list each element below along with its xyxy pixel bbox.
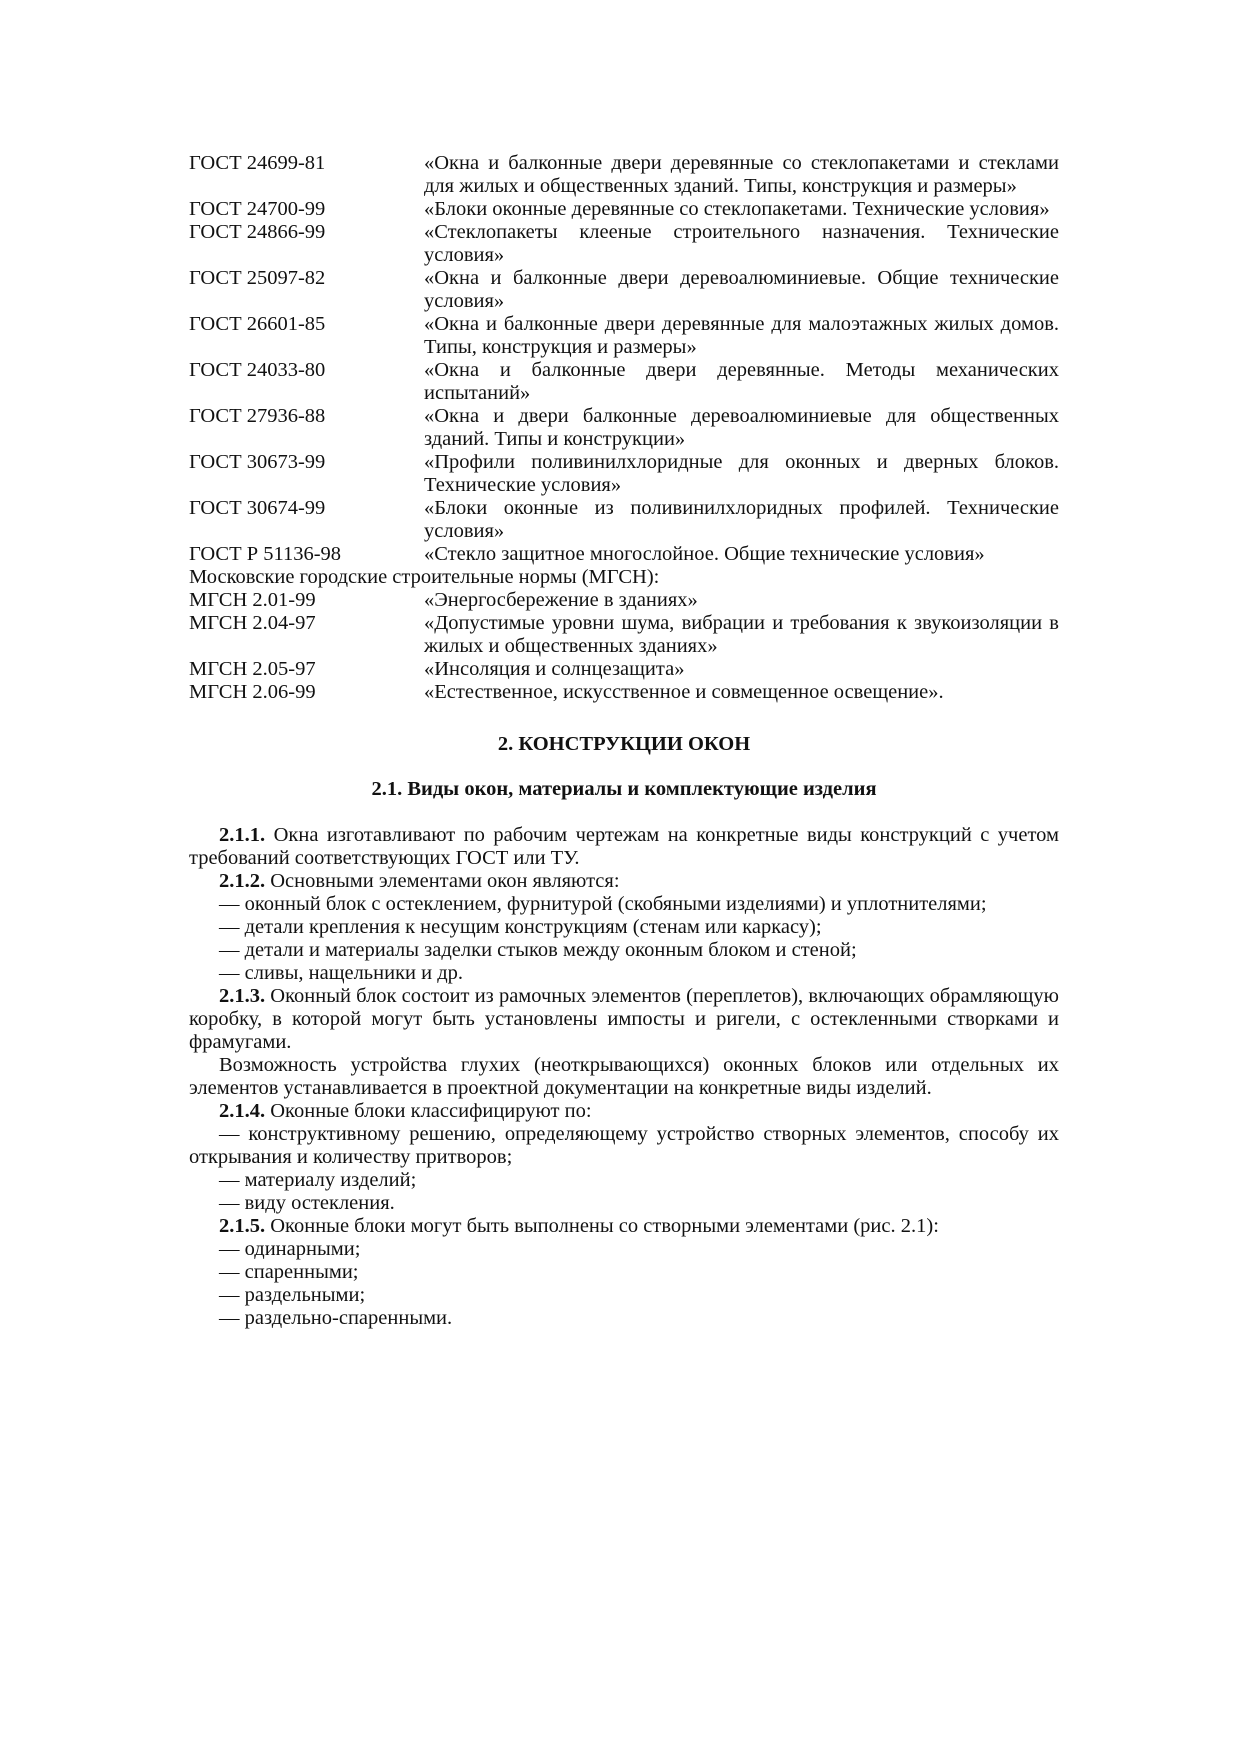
paragraph-text: — спаренными;: [219, 1261, 359, 1283]
paragraph: [189, 1215, 1059, 1238]
paragraph: [189, 1284, 1059, 1307]
section-heading: 2. КОНСТРУКЦИИ ОКОН: [497, 733, 751, 755]
paragraph-text: Основными элементами окон являются:: [265, 870, 620, 892]
paragraph: [189, 962, 1059, 985]
reference-row: [189, 405, 1059, 451]
reference-title: «Окна и балконные двери деревянные для малоэтажных жилых домов. Типы, конструкция и размеры»: [424, 313, 1059, 358]
reference-row: [189, 198, 1059, 221]
paragraph-text: — сливы, нащельники и др.: [219, 962, 464, 984]
reference-row: [189, 359, 1059, 405]
reference-title: «Окна и балконные двери деревянные со стеклопакетами и стеклами для жилых и общественных зданий. Типы, конструкция и размеры»: [424, 152, 1059, 197]
reference-title: «Профили поливинилхлоридные для оконных и дверных блоков. Технические условия»: [424, 451, 1059, 496]
reference-title: «Естественное, искусственное и совмещенное освещение».: [424, 681, 944, 703]
reference-code: ГОСТ 27936-88: [189, 405, 326, 427]
paragraph: [189, 916, 1059, 939]
reference-row: [189, 681, 1059, 704]
reference-code: МГСН 2.05-97: [189, 658, 316, 680]
reference-title: «Стекло защитное многослойное. Общие технические условия»: [424, 543, 985, 565]
paragraph: [189, 1238, 1059, 1261]
reference-code: МГСН 2.01-99: [189, 589, 316, 611]
paragraph-text: Окна изготавливают по рабочим чертежам на конкретные виды конструкций с учетом требований соответствующих ГОСТ или ТУ.: [189, 824, 1059, 869]
paragraph: [189, 870, 1059, 893]
paragraph-text: — оконный блок с остеклением, фурнитурой (скобяными изделиями) и уплотнителями;: [219, 893, 987, 915]
reference-row: [189, 497, 1059, 543]
clause-number: 2.1.1.: [219, 824, 266, 846]
reference-title: «Стеклопакеты клееные строительного назначения. Технические условия»: [424, 221, 1059, 266]
clause-number: 2.1.5.: [219, 1215, 266, 1237]
paragraph: [189, 1100, 1059, 1123]
paragraph-text: — одинарными;: [219, 1238, 361, 1260]
reference-code: ГОСТ 30673-99: [189, 451, 326, 473]
reference-code: ГОСТ 24699-81: [189, 152, 326, 174]
paragraph: [189, 824, 1059, 870]
reference-title: «Энергосбережение в зданиях»: [424, 589, 698, 611]
body-text: [189, 824, 1059, 1330]
paragraph: [189, 985, 1059, 1054]
paragraph-text: Оконные блоки могут быть выполнены со створными элементами (рис. 2.1):: [265, 1215, 939, 1237]
paragraph-text: — детали крепления к несущим конструкциям (стенам или каркасу);: [219, 916, 822, 938]
reference-row: [189, 589, 1059, 612]
paragraph-text: — детали и материалы заделки стыков между оконным блоком и стеной;: [219, 939, 857, 961]
reference-title: «Окна и двери балконные деревоалюминиевые для общественных зданий. Типы и конструкции»: [424, 405, 1059, 450]
paragraph: [189, 1261, 1059, 1284]
reference-row: [189, 267, 1059, 313]
moscow-norms-label: Московские городские строительные нормы (МГСН):: [189, 566, 660, 588]
paragraph-text: — раздельно-спаренными.: [219, 1307, 453, 1329]
section-heading-block: [189, 733, 1059, 756]
paragraph: [189, 1123, 1059, 1169]
reference-title: «Окна и балконные двери деревянные. Методы механических испытаний»: [424, 359, 1059, 404]
paragraph-text: — раздельными;: [219, 1284, 366, 1306]
subsection-heading-block: [189, 778, 1059, 801]
reference-title: «Допустимые уровни шума, вибрации и требования к звукоизоляции в жилых и общественных зданиях»: [424, 612, 1059, 657]
reference-title: «Инсоляция и солнцезащита»: [424, 658, 685, 680]
paragraph: [189, 893, 1059, 916]
paragraph-text: — материалу изделий;: [219, 1169, 417, 1191]
paragraph: [189, 1307, 1059, 1330]
reference-code: ГОСТ Р 51136-98: [189, 543, 342, 565]
reference-row: [189, 152, 1059, 198]
reference-code: ГОСТ 25097-82: [189, 267, 326, 289]
reference-row: [189, 612, 1059, 658]
reference-row: [189, 451, 1059, 497]
paragraph: [189, 1054, 1059, 1100]
reference-code: МГСН 2.06-99: [189, 681, 316, 703]
reference-title: «Блоки оконные деревянные со стеклопакетами. Технические условия»: [424, 198, 1050, 220]
paragraph-text: Оконный блок состоит из рамочных элементов (переплетов), включающих обрамляющую коробку, в которой могут быть установлены импосты и ригели, с остекленными створками и фрамугами.: [189, 985, 1059, 1053]
reference-title: «Блоки оконные из поливинилхлоридных профилей. Технические условия»: [424, 497, 1059, 542]
paragraph-text: Возможность устройства глухих (неоткрывающихся) оконных блоков или отдельных их элементов устанавливается в проектной документации на конкретные виды изделий.: [189, 1054, 1059, 1099]
paragraph: [189, 1192, 1059, 1215]
reference-code: ГОСТ 26601-85: [189, 313, 326, 335]
reference-row: [189, 543, 1059, 566]
reference-row: [189, 221, 1059, 267]
reference-row: [189, 313, 1059, 359]
references-list: [189, 152, 1059, 704]
clause-number: 2.1.4.: [219, 1100, 266, 1122]
reference-code: ГОСТ 24033-80: [189, 359, 326, 381]
clause-number: 2.1.3.: [219, 985, 266, 1007]
clause-number: 2.1.2.: [219, 870, 266, 892]
reference-code: ГОСТ 24866-99: [189, 221, 326, 243]
paragraph-text: — конструктивному решению, определяющему устройство створных элементов, способу их открывания и количеству притворов;: [189, 1123, 1059, 1168]
subsection-heading: 2.1. Виды окон, материалы и комплектующие изделия: [371, 778, 877, 800]
paragraph-text: — виду остекления.: [219, 1192, 395, 1214]
reference-code: МГСН 2.04-97: [189, 612, 316, 634]
reference-title: «Окна и балконные двери деревоалюминиевые. Общие технические условия»: [424, 267, 1059, 312]
paragraph: [189, 939, 1059, 962]
reference-code: ГОСТ 30674-99: [189, 497, 326, 519]
paragraph-text: Оконные блоки классифицируют по:: [265, 1100, 592, 1122]
paragraph: [189, 1169, 1059, 1192]
reference-row: [189, 658, 1059, 681]
reference-code: ГОСТ 24700-99: [189, 198, 326, 220]
